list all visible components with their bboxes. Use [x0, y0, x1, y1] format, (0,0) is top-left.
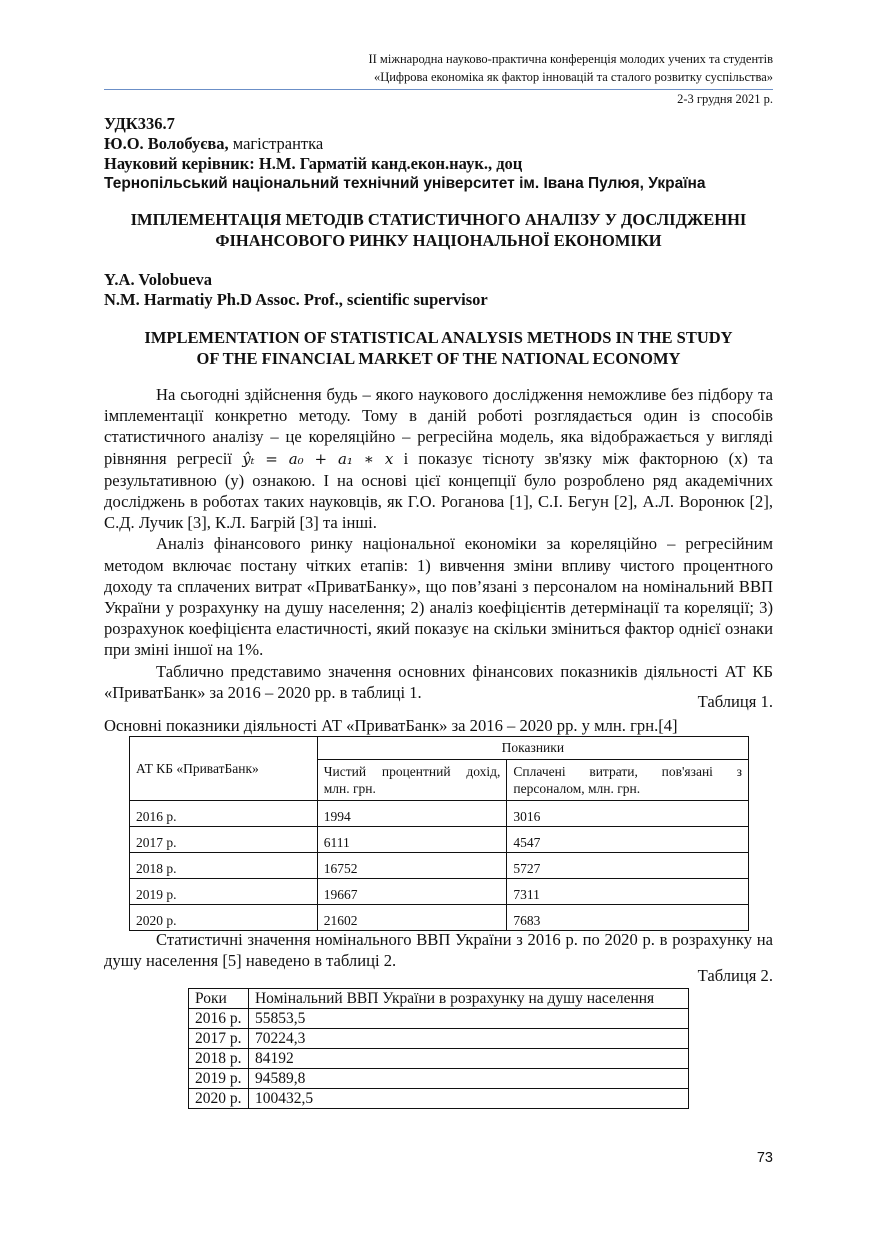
authors-english: [104, 270, 773, 310]
table-1-header-row: [130, 737, 749, 760]
table-2-label: Таблиця 2.: [697, 966, 773, 985]
title-english: [104, 327, 773, 369]
table-cell-gdp: 55853,5: [248, 1009, 688, 1029]
table-row: [189, 1049, 689, 1069]
table-row: [130, 801, 749, 827]
table-cell-year: 2020 р.: [130, 905, 318, 931]
paragraph-2: Аналіз фінансового ринку національної економіки за кореляційно – регресійним методом включає постану чітких етапів: 1) вивчення зміни впливу чистого процентного доходу та сплачених витрат «ПриватБанку», що пов’язані з персоналом на номінальний ВВП України у розрахунку на душу населення; 2) аналіз коефіцієнтів детермінації та кореляції; 3) розрахунок коефіцієнта еластичності, який показує на скільки зміниться фактор однієї ознаки при зміні іншої на 1%.: [104, 534, 773, 660]
table-cell-income: 1994: [317, 801, 507, 827]
supervisor-en: N.M. Harmatiy Ph.D Assoc. Prof., scientific supervisor: [104, 290, 488, 309]
table-cell-year: 2019 р.: [130, 879, 318, 905]
table-cell-gdp: 94589,8: [248, 1069, 688, 1089]
table-cell-expenses: 5727: [507, 853, 749, 879]
header-line-2: «Цифрова економіка як фактор інновацій та сталого розвитку суспільства»: [373, 70, 773, 84]
title-en-line-1: IMPLEMENTATION OF STATISTICAL ANALYSIS METHODS IN THE STUDY: [144, 328, 733, 347]
table-cell-year: 2017 р.: [189, 1029, 249, 1049]
paragraph-3: Таблично представимо значення основних фінансових показників діяльності АТ КБ «ПриватБанк» за 2016 – 2020 рр. в таблиці 1.: [104, 661, 773, 702]
paragraph-1-end: і показує тісноту зв'язку між факторною (х) та результативною (у) ознакою. І на основі цієї концепції було розроблено ряд академічних досліджень в роботах таких науковців, як Г.О. Роганова [1], С.І. Бегун [2], А.Л. Воронюк [2], С.Д. Лучик [3], К.Л. Багрій [3] та інші.: [104, 448, 773, 533]
paragraph-1: [104, 384, 773, 533]
table-1: [129, 736, 749, 931]
author-line: [104, 134, 773, 154]
table-1-col-expenses: Сплачені витрати, пов'язані з персоналом, млн. грн.: [507, 760, 749, 801]
conference-date: 2-3 грудня 2021 р.: [677, 92, 773, 106]
table-1-col-income: Чистий процентний дохід, млн. грн.: [317, 760, 507, 801]
table-row: [189, 1089, 689, 1109]
table-cell-year: 2017 р.: [130, 827, 318, 853]
page-number: 73: [756, 1150, 773, 1166]
article-meta: [104, 114, 773, 194]
table-cell-gdp: 84192: [248, 1049, 688, 1069]
udc-code: УДК336.7: [104, 114, 175, 133]
author-role: магістрантка: [228, 134, 324, 153]
table-cell-year: 2016 р.: [130, 801, 318, 827]
header-line-1: ІІ міжнародна науково-практична конференція молодих учених та студентів: [368, 52, 773, 66]
article-body: [104, 384, 773, 703]
table-row: [189, 1069, 689, 1089]
title-en-line-2: OF THE FINANCIAL MARKET OF THE NATIONAL ECONOMY: [196, 349, 681, 368]
table-1-group-header: Показники: [317, 737, 748, 760]
table-cell-gdp: 70224,3: [248, 1029, 688, 1049]
table-2-header-row: [189, 989, 689, 1009]
table-2-col-gdp: Номінальний ВВП України в розрахунку на душу населення: [248, 989, 688, 1009]
supervisor-line: Науковий керівник: Н.М. Гарматій канд.екон.наук., доц: [104, 154, 523, 173]
regression-formula: ŷₜ = a₀ + a₁ ∗ x: [242, 449, 394, 468]
table-cell-gdp: 100432,5: [248, 1089, 688, 1109]
table-2-col-year: Роки: [189, 989, 249, 1009]
author-name: Ю.О. Волобуєва,: [104, 134, 229, 153]
table-1-label: Таблиця 1.: [697, 692, 773, 711]
table-cell-expenses: 3016: [507, 801, 749, 827]
table-1-caption: Основні показники діяльності АТ «ПриватБанк» за 2016 – 2020 рр. у млн. грн.[4]: [104, 716, 678, 735]
table-row: [130, 905, 749, 931]
table-cell-expenses: 4547: [507, 827, 749, 853]
table-row: [130, 827, 749, 853]
paragraph-1-start: На сьогодні здійснення будь – якого наукового дослідження неможливе без підбору та імплементації конкретно методу. Тому в даній роботі розглядається один із способів статистичного аналізу – це кореляційно – регресійна модель, яка відображається у вигляді рівняння регресії: [104, 385, 773, 468]
table-row: [189, 1009, 689, 1029]
title-ukrainian: [104, 209, 773, 251]
table-row: [189, 1029, 689, 1049]
paragraph-4-text: Статистичні значення номінального ВВП України з 2016 р. по 2020 р. в розрахунку на душу населення [5] наведено в таблиці 2.: [104, 930, 773, 970]
table-cell-income: 21602: [317, 905, 507, 931]
table-1-row-header: АТ КБ «ПриватБанк»: [130, 737, 318, 801]
table-cell-year: 2019 р.: [189, 1069, 249, 1089]
table-cell-year: 2018 р.: [130, 853, 318, 879]
table-cell-year: 2020 р.: [189, 1089, 249, 1109]
running-header: [368, 50, 773, 86]
table-cell-income: 6111: [317, 827, 507, 853]
paragraph-4: [104, 929, 773, 971]
table-cell-income: 16752: [317, 853, 507, 879]
table-cell-year: 2018 р.: [189, 1049, 249, 1069]
table-cell-expenses: 7683: [507, 905, 749, 931]
table-cell-income: 19667: [317, 879, 507, 905]
header-divider: [104, 89, 773, 90]
university-line: Тернопільський національний технічний університет ім. Івана Пулюя, Україна: [104, 175, 706, 192]
table-row: [130, 853, 749, 879]
author-en: Y.A. Volobueva: [104, 270, 213, 289]
table-row: [130, 879, 749, 905]
table-cell-year: 2016 р.: [189, 1009, 249, 1029]
title-ua-line-1: ІМПЛЕМЕНТАЦІЯ МЕТОДІВ СТАТИСТИЧНОГО АНАЛІЗУ У ДОСЛІДЖЕННІ: [130, 210, 747, 229]
table-2: [188, 988, 689, 1109]
title-ua-line-2: ФІНАНСОВОГО РИНКУ НАЦІОНАЛЬНОЇ ЕКОНОМІКИ: [215, 231, 662, 250]
table-cell-expenses: 7311: [507, 879, 749, 905]
